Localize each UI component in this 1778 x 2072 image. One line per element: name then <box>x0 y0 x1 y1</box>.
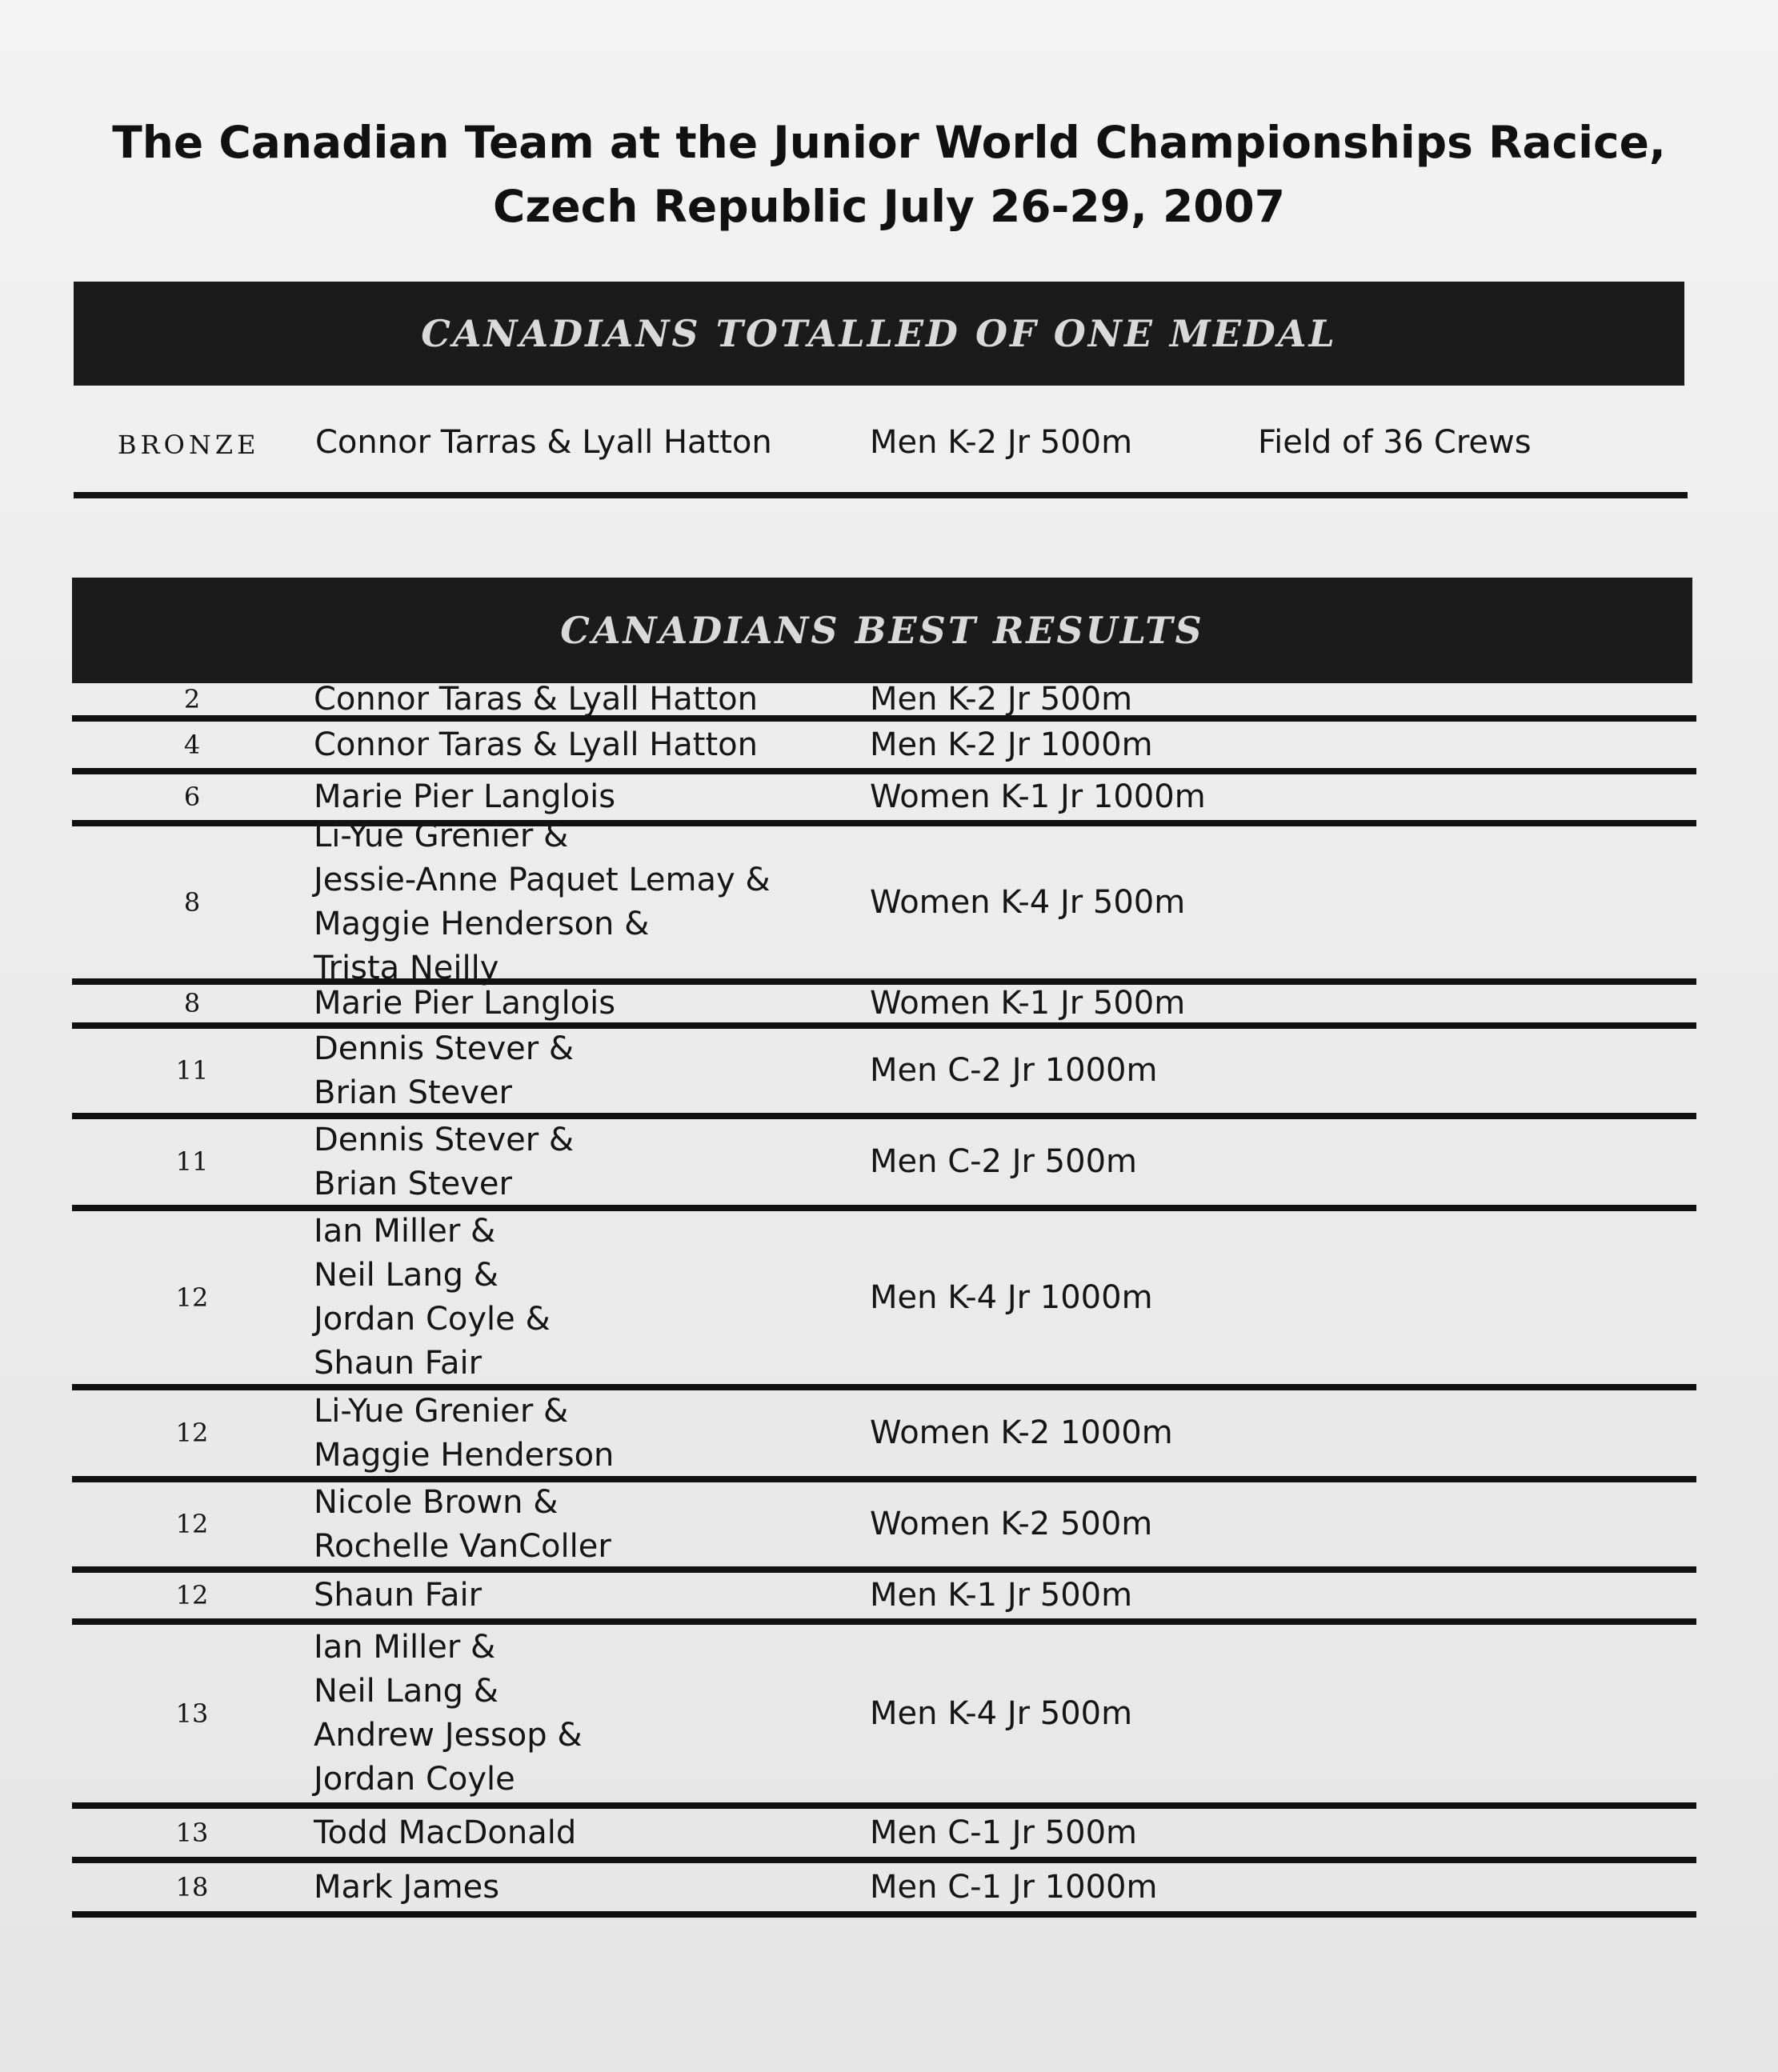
medal-field-size: Field of 36 Crews <box>1258 424 1532 461</box>
result-crew <box>314 1118 874 1206</box>
result-rank: 11 <box>175 1055 209 1086</box>
medal-section-rule <box>74 492 1688 498</box>
crew-member-line: Brian Stever <box>314 1074 512 1111</box>
result-crew <box>314 1811 874 1855</box>
result-crew <box>314 1390 874 1478</box>
result-event: Men K-4 Jr 1000m <box>870 1278 1153 1316</box>
medal-event: Men K-2 Jr 500m <box>870 424 1133 461</box>
result-event: Women K-2 500m <box>870 1506 1153 1542</box>
result-crew <box>314 723 874 767</box>
table-row <box>72 680 1696 722</box>
table-row <box>72 1482 1696 1573</box>
crew-member-line: Marie Pier Langlois <box>314 778 616 815</box>
result-rank: 12 <box>175 1580 209 1610</box>
table-row <box>72 1029 1696 1119</box>
crew-member-line: Neil Lang & <box>314 1673 499 1710</box>
result-event: Men C-1 Jr 1000m <box>870 1868 1158 1906</box>
title-line-1: The Canadian Team at the Junior World Championships Racice, <box>112 117 1666 168</box>
table-row <box>72 1863 1696 1918</box>
result-rank: 4 <box>183 729 201 760</box>
result-crew <box>314 1027 874 1115</box>
crew-member-line: Trista Neilly <box>314 950 499 986</box>
crew-member-line: Neil Lang & <box>314 1257 499 1294</box>
result-event: Men C-2 Jr 1000m <box>870 1052 1158 1089</box>
crew-member-line: Maggie Henderson & <box>314 906 650 942</box>
result-event: Men C-1 Jr 500m <box>870 1814 1137 1851</box>
result-event: Women K-1 Jr 1000m <box>870 778 1206 815</box>
result-event: Women K-4 Jr 500m <box>870 883 1186 921</box>
result-crew <box>314 982 874 1026</box>
result-rank: 12 <box>175 1418 209 1448</box>
result-rank: 13 <box>175 1817 209 1848</box>
table-row <box>72 1119 1696 1211</box>
result-rank: 6 <box>183 782 201 812</box>
result-event: Women K-1 Jr 500m <box>870 985 1186 1022</box>
table-row <box>72 1625 1696 1809</box>
result-rank: 13 <box>175 1698 209 1729</box>
result-event: Women K-2 1000m <box>870 1414 1173 1451</box>
crew-member-line: Li-Yue Grenier & <box>314 818 569 854</box>
crew-member-line: Li-Yue Grenier & <box>314 1392 569 1430</box>
result-event: Men K-2 Jr 500m <box>870 680 1133 718</box>
document-title <box>0 110 1778 238</box>
table-row <box>72 818 1696 986</box>
results-section-heading: CANADIANS BEST RESULTS <box>72 578 1692 683</box>
result-crew <box>314 1210 874 1386</box>
crew-member-line: Andrew Jessop & <box>314 1717 583 1754</box>
crew-member-line: Mark James <box>314 1868 500 1906</box>
table-row <box>72 1211 1696 1390</box>
table-row <box>72 1390 1696 1482</box>
result-rank: 8 <box>183 886 201 918</box>
medal-section-heading: CANADIANS TOTALLED OF ONE MEDAL <box>74 282 1684 386</box>
result-crew <box>314 1866 874 1910</box>
table-row <box>72 1809 1696 1863</box>
result-rank: 2 <box>183 683 201 714</box>
result-crew <box>314 814 874 990</box>
crew-member-line: Ian Miller & <box>314 1213 496 1250</box>
crew-member-line: Maggie Henderson <box>314 1436 615 1474</box>
result-event: Men K-1 Jr 500m <box>870 1577 1133 1614</box>
result-rank: 12 <box>175 1509 209 1539</box>
result-event: Men C-2 Jr 500m <box>870 1143 1137 1180</box>
result-crew <box>314 678 874 722</box>
crew-member-line: Dennis Stever & <box>314 1030 575 1067</box>
medal-type: BRONZE <box>118 430 260 460</box>
result-rank: 8 <box>183 988 201 1018</box>
result-crew <box>314 1574 874 1618</box>
crew-member-line: Jordan Coyle & <box>314 1301 551 1338</box>
table-row <box>72 985 1696 1029</box>
crew-member-line: Jessie-Anne Paquet Lemay & <box>314 862 771 898</box>
medal-crew: Connor Tarras & Lyall Hatton <box>315 424 772 461</box>
result-rank: 18 <box>175 1871 209 1902</box>
crew-member-line: Shaun Fair <box>314 1345 483 1382</box>
table-row <box>72 722 1696 774</box>
crew-member-line: Marie Pier Langlois <box>314 985 616 1022</box>
crew-member-line: Connor Taras & Lyall Hatton <box>314 726 758 763</box>
result-crew <box>314 775 874 819</box>
medal-row <box>74 394 1684 494</box>
result-crew <box>314 1481 874 1569</box>
result-rank: 11 <box>175 1146 209 1177</box>
crew-member-line: Brian Stever <box>314 1165 512 1202</box>
result-event: Men K-2 Jr 1000m <box>870 726 1153 763</box>
result-crew <box>314 1626 874 1802</box>
crew-member-line: Todd MacDonald <box>314 1814 577 1851</box>
table-row <box>72 1573 1696 1625</box>
crew-member-line: Rochelle VanColler <box>314 1527 611 1565</box>
crew-member-line: Jordan Coyle <box>314 1761 515 1798</box>
result-event: Men K-4 Jr 500m <box>870 1694 1133 1732</box>
crew-member-line: Ian Miller & <box>314 1629 496 1666</box>
crew-member-line: Dennis Stever & <box>314 1121 575 1158</box>
results-table <box>72 680 1696 1918</box>
title-line-2: Czech Republic July 26-29, 2007 <box>492 181 1286 232</box>
crew-member-line: Shaun Fair <box>314 1577 483 1614</box>
result-rank: 12 <box>175 1282 209 1313</box>
crew-member-line: Connor Taras & Lyall Hatton <box>314 680 758 718</box>
crew-member-line: Nicole Brown & <box>314 1483 559 1521</box>
